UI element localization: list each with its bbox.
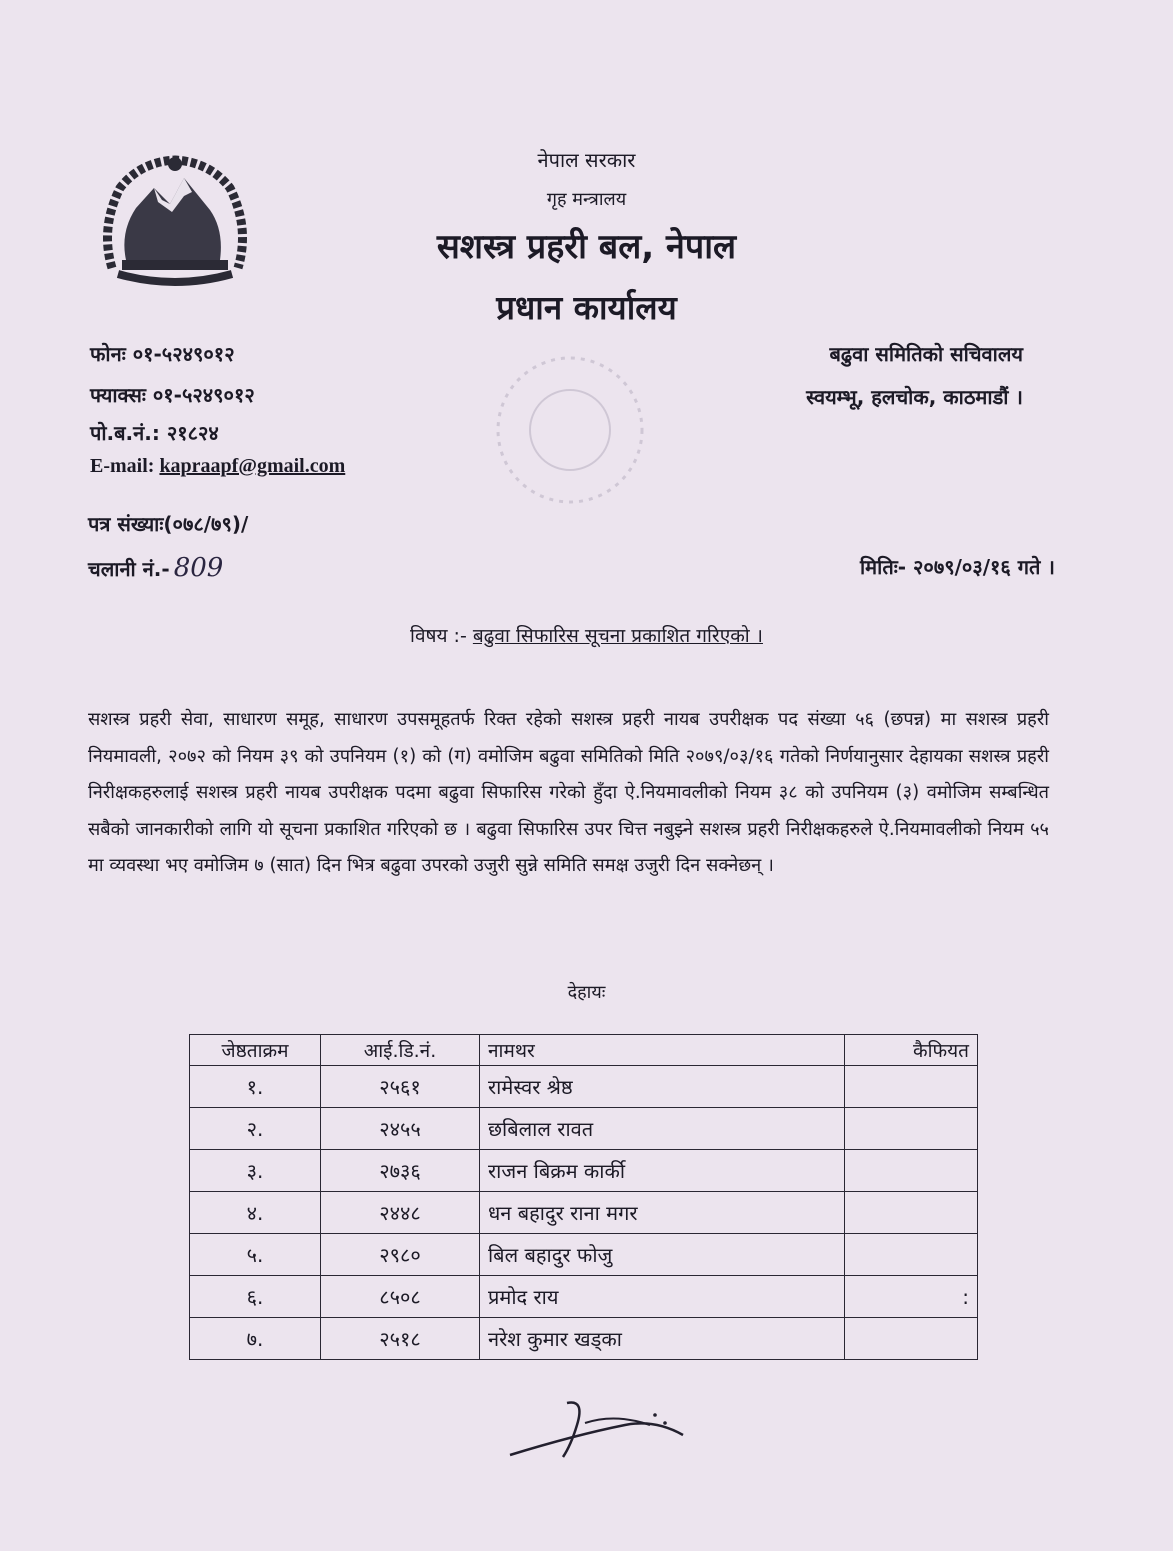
subject-line: [0, 622, 1173, 648]
cell-name: बिल बहादुर फोजु: [480, 1234, 845, 1276]
office-seal-icon: [460, 340, 670, 515]
cell-name: नरेश कुमार खड्का: [480, 1318, 845, 1360]
table-row: [190, 1234, 978, 1276]
email-link[interactable]: kapraapf@gmail.com: [159, 455, 346, 477]
subject-text: बढुवा सिफारिस सूचना प्रकाशित गरिएको ।: [472, 625, 763, 647]
email-line: [90, 455, 345, 478]
phone-number: फोनः ०१-५२४९०१२: [90, 342, 235, 366]
table-row: [190, 1192, 978, 1234]
nepal-emblem-icon: [92, 148, 258, 290]
table-row: [190, 1108, 978, 1150]
cell-id: २५६१: [321, 1066, 480, 1108]
dispatch-label: चलानी नं.-: [88, 557, 170, 581]
table-row: [190, 1318, 978, 1360]
promotion-table: [189, 1034, 978, 1360]
fax-number: फ्याक्सः ०१-५२४९०१२: [90, 383, 255, 407]
ministry-name: गृह मन्त्रालय: [546, 189, 627, 210]
cell-rank: ४.: [190, 1192, 321, 1234]
address-line-2: स्वयम्भू, हलचोक, काठमाडौं ।: [806, 385, 1023, 409]
cell-remark: [845, 1150, 978, 1192]
cell-remark: :: [845, 1276, 978, 1318]
cell-name: धन बहादुर राना मगर: [480, 1192, 845, 1234]
cell-name: प्रमोद राय: [480, 1276, 845, 1318]
government-name: नेपाल सरकार: [537, 148, 636, 172]
header-seniority: जेष्ठताक्रम: [190, 1035, 321, 1066]
cell-rank: ५.: [190, 1234, 321, 1276]
letter-date: मितिः- २०७९/०३/१६ गते ।: [860, 555, 1055, 579]
dispatch-number-handwritten: 809: [173, 553, 224, 583]
cell-id: ८५०८: [321, 1276, 480, 1318]
office-name: प्रधान कार्यालय: [496, 288, 677, 327]
cell-remark: [845, 1318, 978, 1360]
cell-id: २४५५: [321, 1108, 480, 1150]
signature-icon: [505, 1395, 690, 1465]
dispatch-number-line: [88, 553, 223, 583]
cell-id: २४४८: [321, 1192, 480, 1234]
po-box: पो.ब.नं.: २१८२४: [90, 421, 219, 445]
cell-remark: [845, 1234, 978, 1276]
header-remarks: कैफियत: [845, 1035, 978, 1066]
cell-rank: ३.: [190, 1150, 321, 1192]
force-name: सशस्त्र प्रहरी बल, नेपाल: [436, 227, 737, 267]
cell-rank: ६.: [190, 1276, 321, 1318]
letter-number: पत्र संख्याः(०७८/७९)/: [88, 512, 249, 536]
table-row: [190, 1276, 978, 1318]
email-label: E-mail:: [90, 455, 155, 477]
cell-id: २७३६: [321, 1150, 480, 1192]
cell-name: छबिलाल रावत: [480, 1108, 845, 1150]
cell-name: राजन बिक्रम कार्की: [480, 1150, 845, 1192]
header-name: नामथर: [480, 1035, 845, 1066]
header-id-number: आई.डि.नं.: [321, 1035, 480, 1066]
notice-body: सशस्त्र प्रहरी सेवा, साधारण समूह, साधारण उपसमूहतर्फ रिक्त रहेको सशस्त्र प्रहरी नायब उपरीक्षक पद संख्या ५६ (छपन्न) मा सशस्त्र प्रहरी नियमावली, २०७२ को नियम ३९ को उपनियम (१) को (ग) वमोजिम बढुवा समितिको मिति २०७९/०३/१६ गतेको निर्णयानुसार देहायका सशस्त्र प्रहरी निरीक्षकहरुलाई सशस्त्र प्रहरी नायब उपरीक्षक पदमा बढुवा सिफारिस गरेको हुँदा ऐ.नियमावलीको नियम ३८ को उपनियम (३) वमोजिम सम्बन्धित सबैको जानकारीको लागि यो सूचना प्रकाशित गरिएको छ । बढुवा सिफारिस उपर चित्त नबुझ्ने सशस्त्र प्रहरी निरीक्षकहरुले ऐ.नियमावलीको नियम ५५ मा व्यवस्था भए वमोजिम ७ (सात) दिन भित्र बढुवा उपरको उजुरी सुन्ने समिति समक्ष उजुरी दिन सक्नेछन् ।: [88, 709, 1049, 876]
table-row: [190, 1066, 978, 1108]
cell-remark: [845, 1108, 978, 1150]
cell-name: रामेस्वर श्रेष्ठ: [480, 1066, 845, 1108]
cell-remark: [845, 1192, 978, 1234]
address-line-1: बढुवा समितिको सचिवालय: [829, 342, 1023, 366]
cell-remark: [845, 1066, 978, 1108]
cell-rank: २.: [190, 1108, 321, 1150]
cell-id: २९८०: [321, 1234, 480, 1276]
subject-label: विषय :-: [410, 625, 467, 647]
cell-rank: १.: [190, 1066, 321, 1108]
cell-rank: ७.: [190, 1318, 321, 1360]
table-header-row: [190, 1035, 978, 1066]
cell-id: २५१८: [321, 1318, 480, 1360]
table-row: [190, 1150, 978, 1192]
annex-label: देहायः: [567, 982, 606, 1003]
